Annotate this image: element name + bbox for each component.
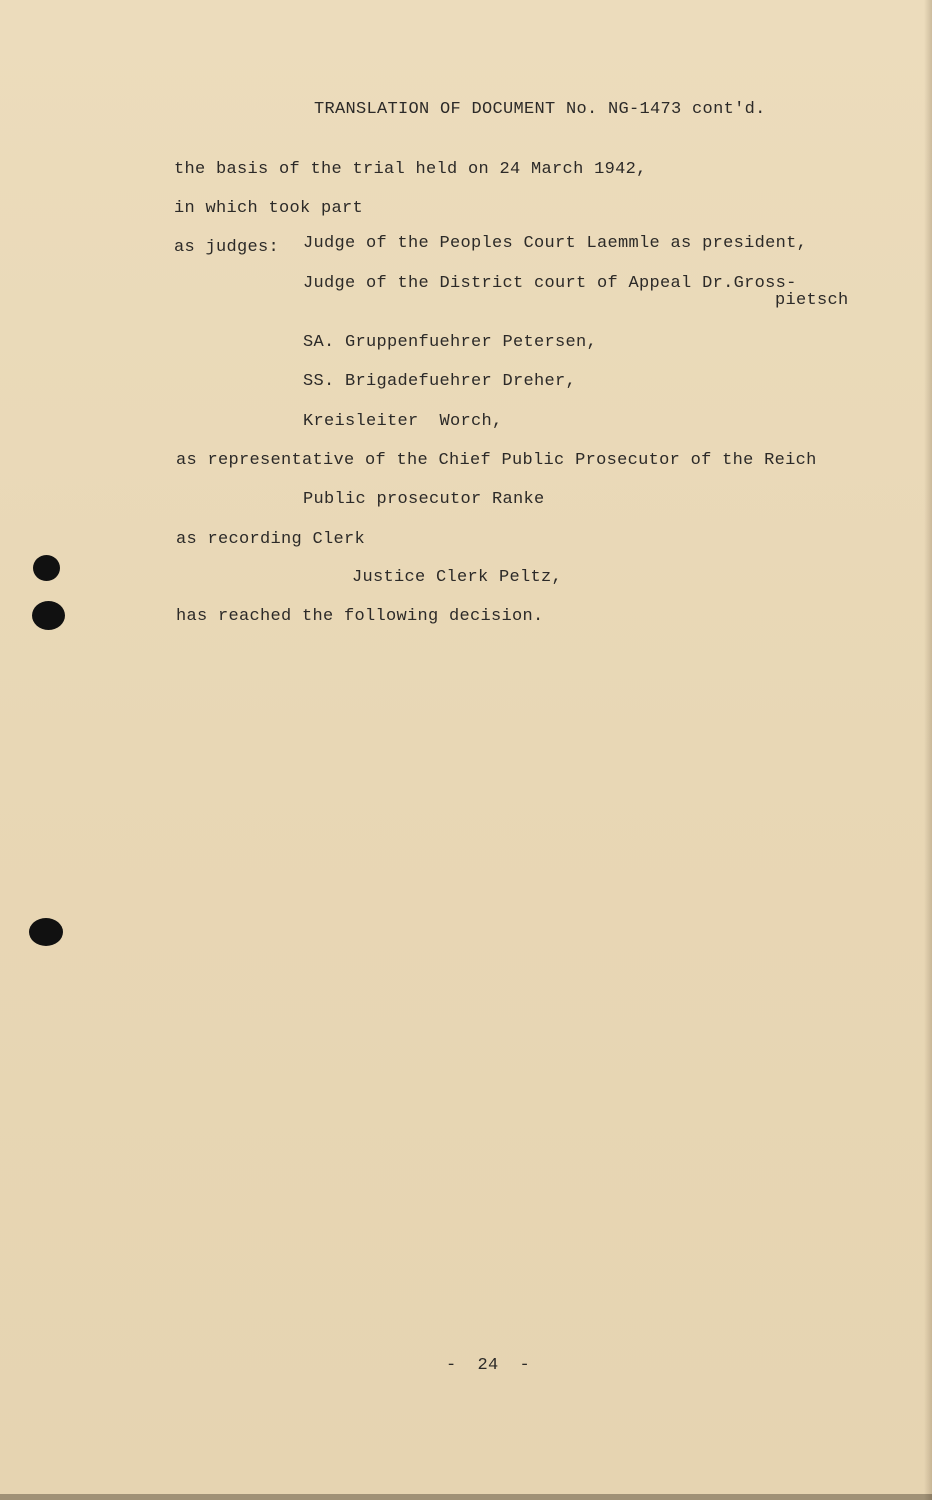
judge-entry: SA. Gruppenfuehrer Petersen, <box>303 333 598 352</box>
judge-entry: Judge of the District court of Appeal Dr.Gross- <box>303 274 797 293</box>
judge-entry-continuation: pietsch <box>775 291 849 310</box>
clerk-label: as recording Clerk <box>176 530 366 549</box>
prosecutor-label: as representative of the Chief Public Prosecutor of the Reich <box>176 451 817 470</box>
text-line: in which took part <box>174 199 364 218</box>
document-title: TRANSLATION OF DOCUMENT No. NG-1473 cont'd. <box>314 100 766 119</box>
clerk-entry: Justice Clerk Peltz, <box>352 568 563 587</box>
judges-label: as judges: <box>174 238 280 257</box>
judge-entry: SS. Brigadefuehrer Dreher, <box>303 372 577 391</box>
decision-line: has reached the following decision. <box>176 607 544 626</box>
punch-hole <box>33 555 60 581</box>
punch-hole <box>29 918 63 946</box>
page-number: - 24 - <box>446 1356 531 1375</box>
page-edge-shadow <box>924 0 932 1500</box>
text-line: the basis of the trial held on 24 March 1942, <box>174 160 647 179</box>
page-bottom-edge <box>0 1494 932 1500</box>
punch-hole <box>32 601 65 630</box>
prosecutor-entry: Public prosecutor Ranke <box>303 490 545 509</box>
judge-entry: Kreisleiter Worch, <box>303 412 503 431</box>
judge-entry: Judge of the Peoples Court Laemmle as president, <box>303 234 808 253</box>
